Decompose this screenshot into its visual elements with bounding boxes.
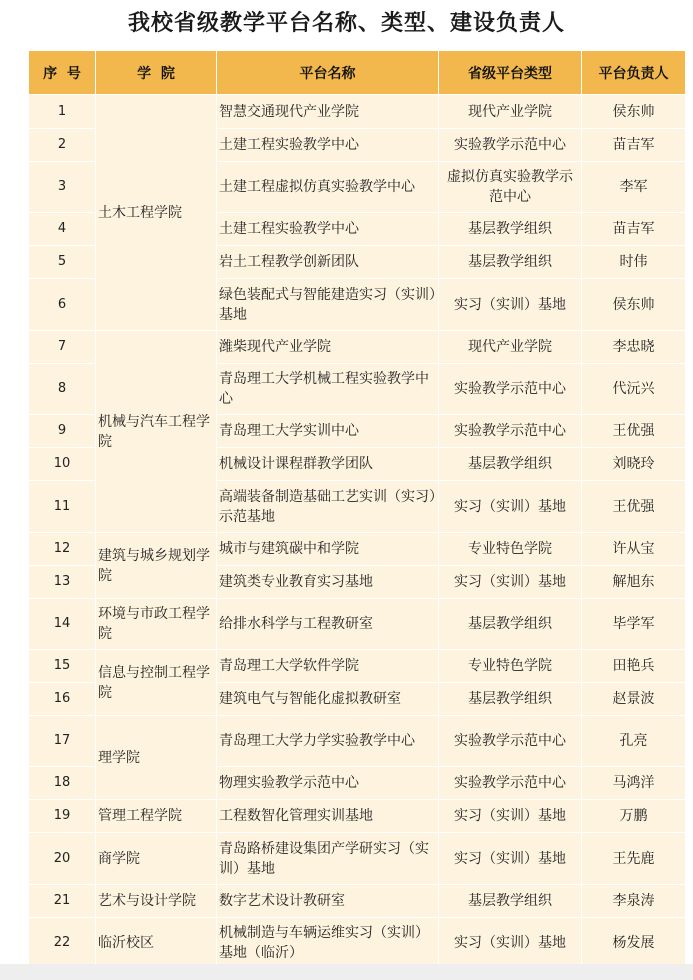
platform-person: 时伟 xyxy=(582,246,686,279)
row-seq: 12 xyxy=(29,533,96,566)
platform-name: 潍柴现代产业学院 xyxy=(217,331,439,364)
table-row xyxy=(29,650,686,683)
platform-type: 基层教学组织 xyxy=(439,448,582,481)
table-row xyxy=(29,599,686,650)
row-seq: 14 xyxy=(29,599,96,650)
platform-name: 建筑电气与智能化虚拟教研室 xyxy=(217,683,439,716)
platform-name: 青岛理工大学实训中心 xyxy=(217,415,439,448)
row-seq: 9 xyxy=(29,415,96,448)
platform-type: 实验教学示范中心 xyxy=(439,767,582,800)
college-cell: 临沂校区 xyxy=(96,918,217,969)
page-bottom-bar xyxy=(0,964,693,980)
platform-type: 现代产业学院 xyxy=(439,95,582,129)
platform-name: 机械制造与车辆运维实习（实训）基地（临沂） xyxy=(217,918,439,969)
header-college: 学 院 xyxy=(96,51,217,95)
table-row xyxy=(29,885,686,918)
platform-person: 马鸿洋 xyxy=(582,767,686,800)
table-row xyxy=(29,533,686,566)
platform-person: 王优强 xyxy=(582,481,686,533)
platform-type: 实验教学示范中心 xyxy=(439,364,582,415)
row-seq: 17 xyxy=(29,716,96,767)
platform-name: 土建工程实验教学中心 xyxy=(217,213,439,246)
row-seq: 22 xyxy=(29,918,96,969)
row-seq: 13 xyxy=(29,566,96,599)
table-row xyxy=(29,833,686,885)
platform-type: 实验教学示范中心 xyxy=(439,716,582,767)
row-seq: 4 xyxy=(29,213,96,246)
platform-type: 实习（实训）基地 xyxy=(439,566,582,599)
platform-type: 基层教学组织 xyxy=(439,683,582,716)
platform-person: 王先鹿 xyxy=(582,833,686,885)
college-cell: 理学院 xyxy=(96,716,217,800)
platform-person: 王优强 xyxy=(582,415,686,448)
platform-type: 实习（实训）基地 xyxy=(439,279,582,331)
platform-name: 机械设计课程群教学团队 xyxy=(217,448,439,481)
platform-person: 孔亮 xyxy=(582,716,686,767)
table-header-row xyxy=(29,51,686,95)
platform-person: 赵景波 xyxy=(582,683,686,716)
platform-name: 给排水科学与工程教研室 xyxy=(217,599,439,650)
row-seq: 21 xyxy=(29,885,96,918)
college-cell: 土木工程学院 xyxy=(96,95,217,331)
college-cell: 建筑与城乡规划学院 xyxy=(96,533,217,599)
row-seq: 6 xyxy=(29,279,96,331)
platform-person: 刘晓玲 xyxy=(582,448,686,481)
row-seq: 5 xyxy=(29,246,96,279)
platform-name: 物理实验教学示范中心 xyxy=(217,767,439,800)
college-cell: 商学院 xyxy=(96,833,217,885)
header-seq: 序 号 xyxy=(29,51,96,95)
row-seq: 7 xyxy=(29,331,96,364)
row-seq: 11 xyxy=(29,481,96,533)
platform-type: 实习（实训）基地 xyxy=(439,481,582,533)
college-cell: 管理工程学院 xyxy=(96,800,217,833)
platform-type: 基层教学组织 xyxy=(439,213,582,246)
platform-person: 杨发展 xyxy=(582,918,686,969)
platform-person: 苗吉军 xyxy=(582,213,686,246)
row-seq: 2 xyxy=(29,129,96,162)
platform-type: 基层教学组织 xyxy=(439,599,582,650)
row-seq: 16 xyxy=(29,683,96,716)
platform-person: 毕学军 xyxy=(582,599,686,650)
platform-type: 专业特色学院 xyxy=(439,533,582,566)
platform-name: 青岛理工大学软件学院 xyxy=(217,650,439,683)
platform-name: 土建工程虚拟仿真实验教学中心 xyxy=(217,162,439,213)
platform-name: 城市与建筑碳中和学院 xyxy=(217,533,439,566)
platform-person: 代沅兴 xyxy=(582,364,686,415)
platform-name: 建筑类专业教育实习基地 xyxy=(217,566,439,599)
college-cell: 机械与汽车工程学院 xyxy=(96,331,217,533)
platform-name: 工程数智化管理实训基地 xyxy=(217,800,439,833)
platform-person: 李忠晓 xyxy=(582,331,686,364)
platform-type: 实习（实训）基地 xyxy=(439,833,582,885)
platform-type: 现代产业学院 xyxy=(439,331,582,364)
row-seq: 15 xyxy=(29,650,96,683)
row-seq: 20 xyxy=(29,833,96,885)
row-seq: 1 xyxy=(29,95,96,129)
platform-type: 基层教学组织 xyxy=(439,246,582,279)
college-cell: 信息与控制工程学院 xyxy=(96,650,217,716)
platform-name: 土建工程实验教学中心 xyxy=(217,129,439,162)
platform-name: 青岛理工大学机械工程实验教学中心 xyxy=(217,364,439,415)
platform-name: 青岛理工大学力学实验教学中心 xyxy=(217,716,439,767)
platform-person: 李泉涛 xyxy=(582,885,686,918)
platform-name: 高端装备制造基础工艺实训（实习）示范基地 xyxy=(217,481,439,533)
header-type: 省级平台类型 xyxy=(439,51,582,95)
platform-person: 侯东帅 xyxy=(582,95,686,129)
platform-name: 岩土工程教学创新团队 xyxy=(217,246,439,279)
platform-type: 实验教学示范中心 xyxy=(439,129,582,162)
platform-table xyxy=(28,50,686,969)
platform-name: 青岛路桥建设集团产学研实习（实训）基地 xyxy=(217,833,439,885)
header-platform: 平台名称 xyxy=(217,51,439,95)
platform-person: 解旭东 xyxy=(582,566,686,599)
platform-type: 实习（实训）基地 xyxy=(439,918,582,969)
platform-type: 虚拟仿真实验教学示范中心 xyxy=(439,162,582,213)
platform-name: 智慧交通现代产业学院 xyxy=(217,95,439,129)
platform-person: 许从宝 xyxy=(582,533,686,566)
college-cell: 艺术与设计学院 xyxy=(96,885,217,918)
row-seq: 3 xyxy=(29,162,96,213)
row-seq: 8 xyxy=(29,364,96,415)
table-row xyxy=(29,918,686,969)
college-cell: 环境与市政工程学院 xyxy=(96,599,217,650)
row-seq: 18 xyxy=(29,767,96,800)
row-seq: 10 xyxy=(29,448,96,481)
platform-person: 田艳兵 xyxy=(582,650,686,683)
platform-type: 实习（实训）基地 xyxy=(439,800,582,833)
platform-person: 苗吉军 xyxy=(582,129,686,162)
platform-name: 绿色装配式与智能建造实习（实训）基地 xyxy=(217,279,439,331)
table-row xyxy=(29,331,686,364)
row-seq: 19 xyxy=(29,800,96,833)
page-title: 我校省级教学平台名称、类型、建设负责人 xyxy=(127,11,565,36)
platform-type: 专业特色学院 xyxy=(439,650,582,683)
platform-type: 基层教学组织 xyxy=(439,885,582,918)
platform-name: 数字艺术设计教研室 xyxy=(217,885,439,918)
platform-type: 实验教学示范中心 xyxy=(439,415,582,448)
header-person: 平台负责人 xyxy=(582,51,686,95)
table-row xyxy=(29,800,686,833)
platform-person: 万鹏 xyxy=(582,800,686,833)
platform-person: 侯东帅 xyxy=(582,279,686,331)
platform-person: 李军 xyxy=(582,162,686,213)
table-row xyxy=(29,95,686,129)
table-row xyxy=(29,716,686,767)
